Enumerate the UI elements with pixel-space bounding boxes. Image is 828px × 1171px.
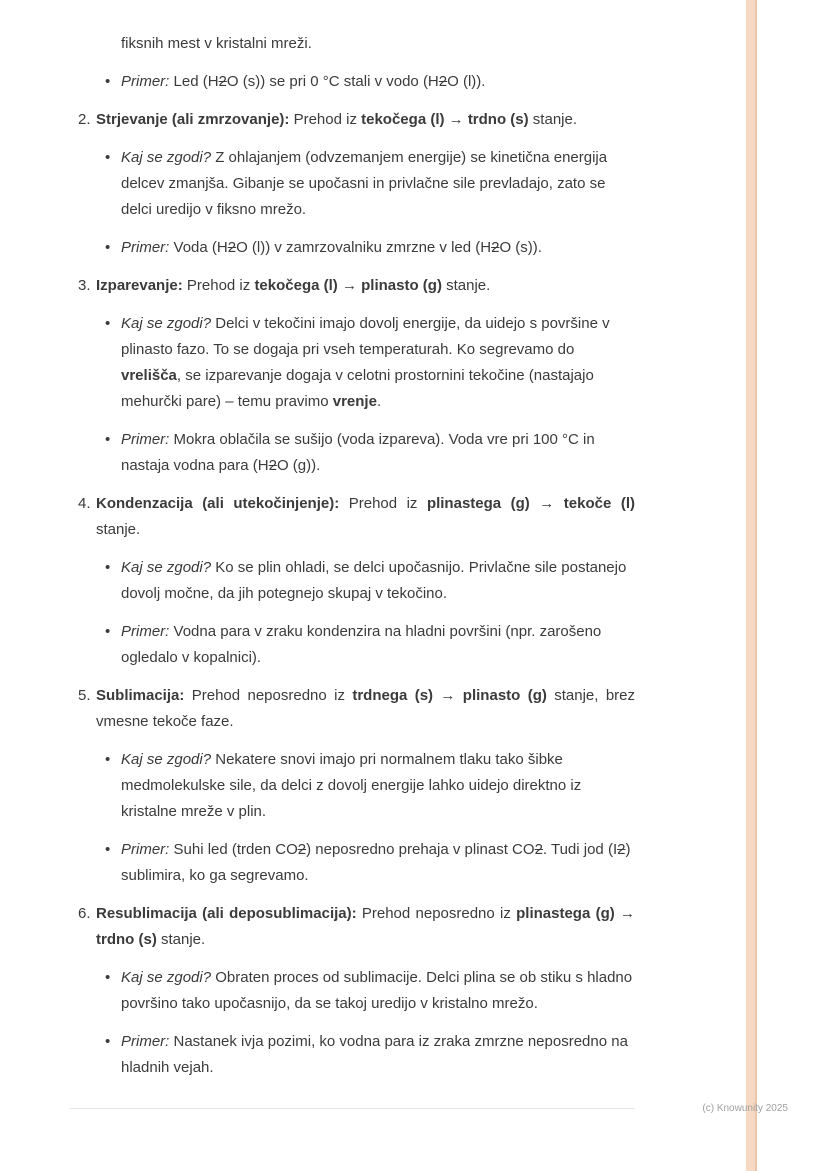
- text-segment: Voda (H: [169, 239, 228, 256]
- bullet-marker: •: [105, 841, 111, 858]
- paragraph-text: [121, 145, 635, 223]
- paragraph-text: [121, 427, 635, 479]
- text-segment: Z ohlajanjem (odvzemanjem energije) se kinetična energija delcev zmanjša. Gibanje se upočasni in privlačne sile prevladajo, zato se delci uredijo v fiksno mrežo.: [121, 149, 608, 218]
- list-item: [78, 619, 635, 671]
- text-segment: 2: [438, 73, 448, 90]
- text-segment: Primer:: [121, 623, 170, 640]
- text-segment: Kaj se zgodi?: [121, 315, 212, 332]
- text-segment: plinastega (g) → tekoče (l): [426, 495, 635, 512]
- text-segment: 2: [218, 73, 227, 90]
- bullet-marker: •: [105, 751, 111, 768]
- paragraph-text: [121, 31, 635, 57]
- text-segment: stanje.: [528, 111, 578, 128]
- text-segment: Led (H: [169, 73, 219, 90]
- text-segment: , se izparevanje dogaja v celotni prostornini tekočine (nastajajo mehurčki pare) – temu pravimo: [121, 367, 594, 410]
- text-segment: Prehod neposredno iz: [184, 687, 353, 704]
- paragraph-text: [121, 555, 635, 607]
- paragraph-text: [96, 273, 635, 299]
- text-segment: Vodna para v zraku kondenzira na hladni površini (npr. zarošeno ogledalo v kopalnici).: [121, 623, 602, 666]
- bullet-marker: •: [105, 239, 111, 256]
- text-segment: Nekatere snovi imajo pri normalnem tlaku tako šibke medmolekulske sile, da delci z dovolj energije lahko uidejo direktno iz kristalne mreže v plin.: [121, 751, 582, 820]
- text-segment: tekočega (l) → trdno (s): [361, 111, 529, 128]
- text-segment: Ko se plin ohladi, se delci upočasnijo. Privlačne sile postanejo dovolj močne, da jih potegnejo skupaj v tekočino.: [121, 559, 627, 602]
- text-segment: Primer:: [121, 1033, 170, 1050]
- paragraph-text: [121, 747, 635, 825]
- paragraph-text: [96, 901, 635, 953]
- text-segment: Prehod neposredno iz: [356, 905, 517, 922]
- text-segment: fiksnih mest v kristalni mreži.: [121, 35, 312, 52]
- bullet-marker: •: [105, 431, 111, 448]
- list-item: [78, 965, 635, 1017]
- text-segment: Prehod iz: [289, 111, 362, 128]
- paragraph-text: [121, 1029, 635, 1081]
- numbered-item: [78, 491, 635, 543]
- bullet-marker: •: [105, 73, 111, 90]
- text-segment: trdnega (s) → plinasto (g): [352, 687, 547, 704]
- text-segment: Kaj se zgodi?: [121, 149, 212, 166]
- text-segment: Prehod iz: [182, 277, 255, 294]
- text-segment: Primer:: [121, 239, 170, 256]
- list-item: [78, 311, 635, 415]
- item-number: 2.: [78, 111, 91, 128]
- list-item: [78, 747, 635, 825]
- text-segment: Primer:: [121, 73, 170, 90]
- copyright-text: (c) Knowunity 2025: [702, 1103, 788, 1114]
- text-segment: Izparevanje:: [96, 277, 183, 294]
- text-segment: Strjevanje (ali zmrzovanje):: [96, 111, 290, 128]
- text-segment: . Tudi jod (I: [542, 841, 618, 858]
- list-item: [78, 837, 635, 889]
- bullet-marker: •: [105, 623, 111, 640]
- accent-stripe: [746, 0, 757, 1171]
- text-segment: 2: [617, 841, 626, 858]
- text-segment: stanje.: [156, 931, 206, 948]
- text-segment: O (g)).: [276, 457, 321, 474]
- text-segment: ) neposredno prehaja v plinast CO: [306, 841, 535, 858]
- numbered-item: [78, 273, 635, 299]
- paragraph-text: [96, 683, 635, 735]
- text-segment: stanje.: [96, 521, 141, 538]
- text-segment: Nastanek ivja pozimi, ko vodna para iz zraka zmrzne neposredno na hladnih vejah.: [121, 1033, 628, 1076]
- text-segment: 2: [227, 239, 237, 256]
- text-segment: Primer:: [121, 841, 170, 858]
- text-segment: 2: [491, 239, 500, 256]
- text-segment: 2: [268, 457, 277, 474]
- text-segment: vrelišča: [121, 367, 177, 384]
- text-segment: O (s)).: [499, 239, 542, 256]
- paragraph-text: [96, 107, 635, 133]
- bullet-marker: •: [105, 149, 111, 166]
- numbered-item: [78, 683, 635, 735]
- text-segment: vrenje: [332, 393, 377, 410]
- bullet-marker: •: [105, 559, 111, 576]
- bullet-marker: •: [105, 969, 111, 986]
- list-item: [78, 427, 635, 479]
- text-segment: plinastega (g) → trdno (s): [96, 905, 635, 948]
- paragraph-text: [121, 837, 635, 889]
- text-segment: 2: [534, 841, 543, 858]
- text-segment: Kondenzacija (ali utekočinjenje):: [96, 495, 340, 512]
- paragraph-text: [121, 311, 635, 415]
- text-segment: Resublimacija (ali deposublimacija):: [96, 905, 357, 922]
- text-segment: Obraten proces od sublimacije. Delci plina se ob stiku s hladno površino tako upočasnijo, da se takoj uredijo v kristalno mrežo.: [121, 969, 633, 1012]
- list-item: [78, 555, 635, 607]
- text-segment: Suhi led (trden CO: [169, 841, 298, 858]
- item-number: 4.: [78, 495, 91, 512]
- item-number: 6.: [78, 905, 91, 922]
- item-number: 5.: [78, 687, 91, 704]
- paragraph-text: [121, 69, 635, 95]
- text-segment: stanje, brez vmesne tekoče faze.: [96, 687, 635, 730]
- text-segment: O (l)).: [447, 73, 486, 90]
- text-segment: Mokra oblačila se sušijo (voda izpareva). Voda vre pri 100 °C in nastaja vodna para (H: [121, 431, 595, 474]
- text-segment: Kaj se zgodi?: [121, 559, 212, 576]
- list-item: [78, 145, 635, 223]
- numbered-item: [78, 107, 635, 133]
- paragraph-text: [121, 619, 635, 671]
- paragraph: [78, 31, 635, 57]
- text-segment: Sublimacija:: [96, 687, 185, 704]
- list-item: [78, 235, 635, 261]
- numbered-item: [78, 901, 635, 953]
- text-segment: Kaj se zgodi?: [121, 751, 212, 768]
- footer-divider: [70, 1108, 635, 1109]
- text-segment: Kaj se zgodi?: [121, 969, 212, 986]
- text-segment: 2: [297, 841, 307, 858]
- item-number: 3.: [78, 277, 91, 294]
- list-item: [78, 1029, 635, 1081]
- text-segment: Delci v tekočini imajo dovolj energije, da uidejo s površine v plinasto fazo. To se dogaja pri vseh temperaturah. Ko segrevamo do: [121, 315, 610, 358]
- bullet-marker: •: [105, 1033, 111, 1050]
- text-segment: Prehod iz: [339, 495, 427, 512]
- text-segment: Primer:: [121, 431, 170, 448]
- bullet-marker: •: [105, 315, 111, 332]
- text-segment: .: [376, 393, 382, 410]
- text-segment: tekočega (l) → plinasto (g): [254, 277, 442, 294]
- text-segment: stanje.: [441, 277, 491, 294]
- text-segment: O (l)) v zamrzovalniku zmrzne v led (H: [236, 239, 492, 256]
- paragraph-text: [96, 491, 635, 543]
- text-segment: ) sublimira, ko ga segrevamo.: [121, 841, 631, 884]
- paragraph-text: [121, 965, 635, 1017]
- document-content: [78, 31, 635, 1093]
- paragraph-text: [121, 235, 635, 261]
- text-segment: O (s)) se pri 0 °C stali v vodo (H: [226, 73, 439, 90]
- list-item: [78, 69, 635, 95]
